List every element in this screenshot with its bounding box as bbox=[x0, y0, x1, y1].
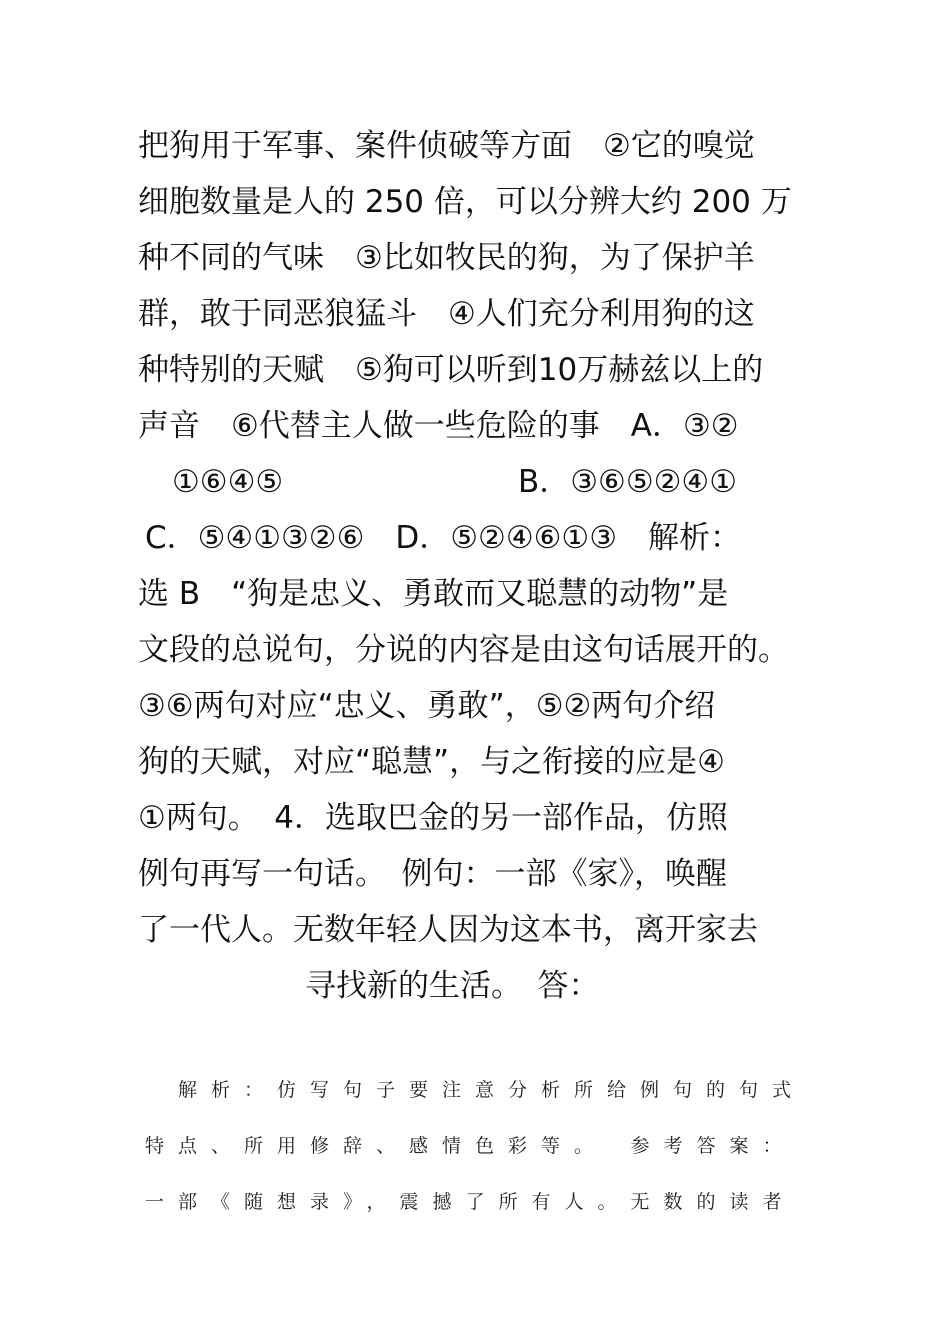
text-line: 例句再写一句话。 例句：一部《家》，唤醒 bbox=[138, 856, 727, 892]
text-line: 群，敢于同恶狼猛斗 ④人们充分利用狗的这 bbox=[138, 296, 755, 332]
option-a-continued: ①⑥④⑤ bbox=[172, 464, 284, 500]
analysis-line: 一部《随想录》，震撼了所有人。无数的读者 bbox=[145, 1191, 796, 1213]
analysis-line: 解析：仿写句子要注意分析所给例句的句式 bbox=[178, 1079, 806, 1101]
text-line: ①两句。 4．选取巴金的另一部作品，仿照 bbox=[138, 800, 729, 836]
answer-prompt: 寻找新的生活。 答： bbox=[305, 968, 600, 1004]
text-line: 种不同的气味 ③比如牧民的狗，为了保护羊 bbox=[138, 240, 755, 276]
text-line: C．⑤④①③②⑥ D．⑤②④⑥①③ 解析： bbox=[145, 520, 742, 556]
text-line: 了一代人。无数年轻人因为这本书，离开家去 bbox=[138, 912, 758, 948]
text-line: 声音 ⑥代替主人做一些危险的事 A．③② bbox=[138, 408, 739, 444]
option-b: B．③⑥⑤②④① bbox=[518, 464, 738, 500]
text-line: 细胞数量是人的 250 倍，可以分辨大约 200 万 bbox=[138, 184, 792, 220]
text-line: 选 B “狗是忠义、勇敢而又聪慧的动物”是 bbox=[138, 576, 729, 612]
text-line: 狗的天赋，对应“聪慧”，与之衔接的应是④ bbox=[138, 744, 725, 780]
text-line: 种特别的天赋 ⑤狗可以听到10万赫兹以上的 bbox=[138, 352, 764, 388]
analysis-line: 特点、所用修辞、感情色彩等。 参考答案： bbox=[145, 1135, 796, 1157]
text-line: ③⑥两句对应“忠义、勇敢”，⑤②两句介绍 bbox=[138, 688, 716, 724]
text-line: 把狗用于军事、案件侦破等方面 ②它的嗅觉 bbox=[138, 128, 755, 164]
text-line: 文段的总说句，分说的内容是由这句话展开的。 bbox=[138, 632, 789, 668]
